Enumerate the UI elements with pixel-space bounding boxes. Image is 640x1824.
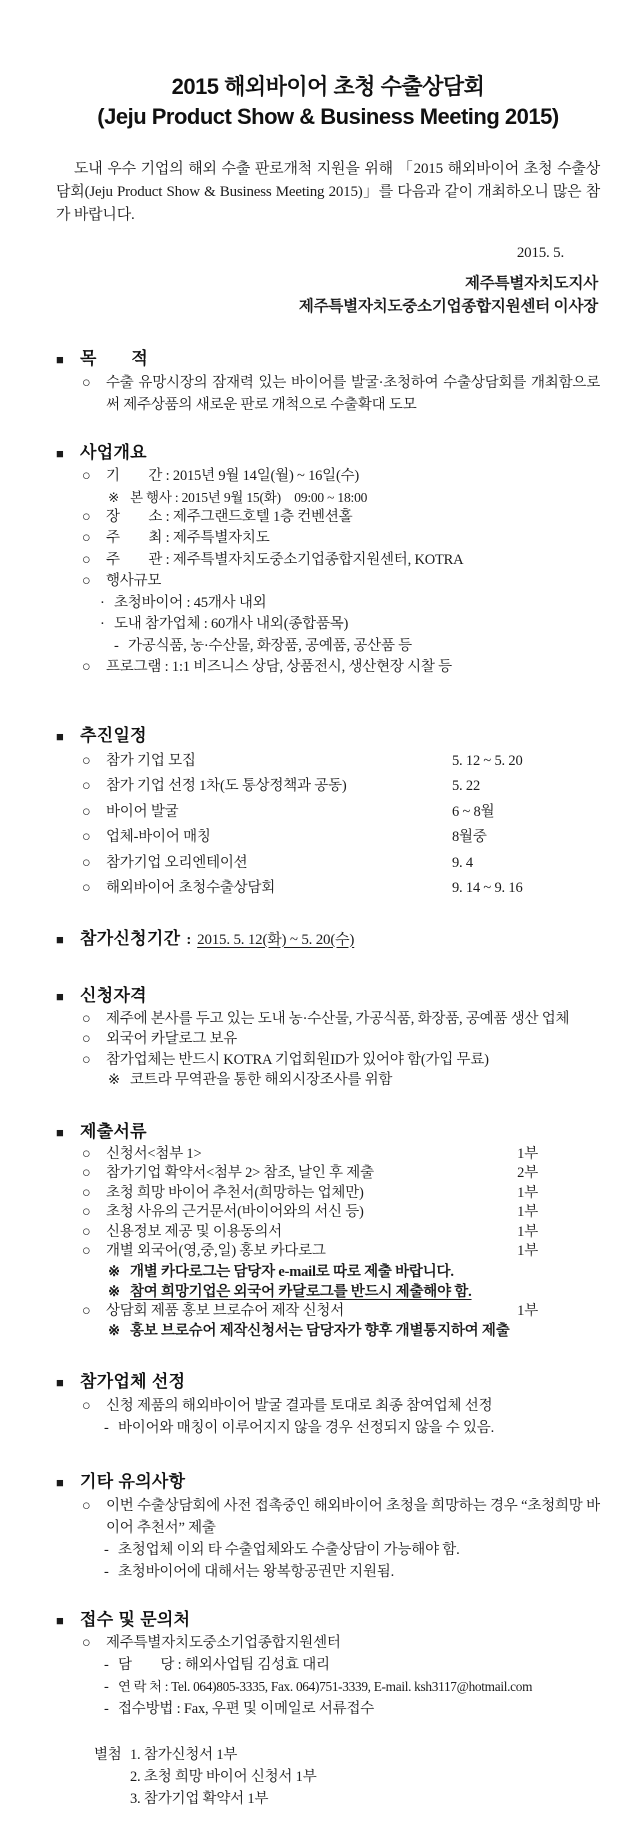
circle-bullet-icon: ○ (82, 752, 91, 769)
document-row (82, 1242, 600, 1262)
schedule-task: 업체-바이어 매칭 (106, 829, 211, 845)
circle-bullet-icon: ○ (82, 530, 91, 546)
attachments-block (94, 1744, 600, 1810)
note-text: 홍보 브로슈어 제작신청서는 담당자가 향후 개별통지하여 제출 (130, 1323, 510, 1339)
schedule-task: 해외바이어 초청수출상담회 (106, 880, 276, 896)
document-copies: 1부 (517, 1145, 538, 1162)
dash-bullet-icon: - (104, 1656, 109, 1673)
list-item-text: 참가업체는 반드시 KOTRA 기업회원ID가 있어야 함(가입 무료) (106, 1051, 489, 1068)
list-item (104, 1539, 600, 1561)
square-bullet-icon: ■ (56, 1613, 64, 1628)
circle-bullet-icon: ○ (82, 880, 91, 896)
colon-separator: : (186, 931, 192, 948)
square-bullet-icon: ■ (56, 988, 64, 1004)
schedule-date: 5. 12 ~ 5. 20 (452, 752, 523, 769)
list-item (100, 614, 600, 636)
square-bullet-icon: ■ (56, 446, 64, 461)
signatory-center-head: 제주특별자치도중소기업종합지원센터 이사장 (298, 298, 598, 315)
section-application-period (56, 924, 600, 949)
list-item (82, 1009, 600, 1030)
contact-phone-email: 연 락 처 : Tel. 064)805-3335, Fax. 064)751-3339, E-mail. ksh3117@hotmail.com (118, 1679, 533, 1694)
list-item-text: 가공식품, 농·수산물, 화장품, 공예품, 공산품 등 (128, 637, 412, 654)
list-item-text: 본 행사 : 2015년 9월 15(화) 09:00 ~ 18:00 (130, 489, 368, 505)
dash-bullet-icon: - (104, 1679, 109, 1695)
section-heading-text: 사업개요 (80, 443, 147, 462)
document-row (82, 1164, 600, 1184)
circle-bullet-icon: ○ (82, 1010, 91, 1027)
section-other-notes-heading (56, 1467, 600, 1492)
document-copies: 1부 (517, 1204, 538, 1220)
dot-bullet-icon: · (100, 594, 105, 611)
list-item (104, 1561, 600, 1583)
circle-bullet-icon: ○ (82, 829, 91, 845)
list-item (82, 571, 600, 593)
document-name: 초청 사유의 근거문서(바이어와의 서신 등) (106, 1204, 364, 1220)
attachments-list (130, 1744, 317, 1810)
document-copies: 1부 (517, 1243, 538, 1259)
schedule-row (82, 851, 600, 877)
schedule-row (82, 825, 600, 851)
intro-paragraph: 도내 우수 기업의 해외 수출 판로개척 지원을 위해 「2015 해외바이어 초청 수출상담회(Jeju Product Show & Business Meeting 2015)」를 다음과 같이 개최하오니 많은 참가 바랍니다. (56, 161, 600, 223)
document-copies: 1부 (517, 1184, 538, 1201)
document-note (108, 1321, 600, 1341)
schedule-date: 8월중 (452, 829, 487, 845)
list-item-text: 코트라 무역관을 통한 해외시장조사를 위함 (130, 1072, 393, 1088)
circle-bullet-icon: ○ (82, 375, 91, 391)
list-item (114, 636, 600, 658)
reference-mark-icon: ※ (108, 489, 120, 505)
list-item (108, 1070, 600, 1091)
application-period-value: 2015. 5. 12(화) ~ 5. 20(수) (197, 931, 355, 948)
list-item (82, 550, 600, 572)
schedule-row (82, 876, 600, 902)
schedule-row (82, 749, 600, 775)
attachment-item: 2. 초청 희망 바이어 신청서 1부 (130, 1769, 317, 1785)
list-item (104, 1417, 600, 1439)
list-item (82, 657, 600, 679)
section-heading-text: 접수 및 문의처 (80, 1610, 191, 1629)
schedule-row (82, 774, 600, 800)
contact-row (104, 1676, 600, 1699)
square-bullet-icon: ■ (56, 1475, 64, 1490)
square-bullet-icon: ■ (56, 1124, 64, 1140)
schedule-date: 5. 22 (452, 778, 481, 794)
document-row (82, 1223, 600, 1243)
list-item (82, 1495, 600, 1539)
square-bullet-icon: ■ (56, 931, 64, 947)
section-eligibility-heading (56, 981, 600, 1006)
section-overview-heading (56, 438, 600, 463)
list-item (82, 466, 600, 488)
circle-bullet-icon: ○ (82, 1204, 91, 1220)
list-item-text: 초청바이어에 대해서는 왕복항공권만 지원됨. (118, 1564, 395, 1580)
contact-method: 접수방법 : Fax, 우편 및 이메일로 서류접수 (118, 1700, 375, 1717)
contact-row (104, 1699, 600, 1721)
circle-bullet-icon: ○ (82, 803, 91, 820)
list-item-text: 주 관 : 제주특별자치도중소기업종합지원센터, KOTRA (106, 551, 464, 568)
list-item-text: 도내 참가업체 : 60개사 내외(종합품목) (114, 616, 349, 632)
contact-org (82, 1633, 600, 1655)
list-item (100, 593, 600, 615)
document-name: 상담회 제품 홍보 브로슈어 제작 신청서 (106, 1302, 345, 1319)
issue-date: 2015. 5. (516, 245, 564, 261)
section-heading-text: 추진일정 (80, 725, 147, 745)
list-item (108, 488, 600, 507)
list-item-text: 장 소 : 제주그랜드호텔 1층 컨벤션홀 (106, 508, 353, 525)
circle-bullet-icon: ○ (82, 1635, 91, 1651)
dash-bullet-icon: - (104, 1542, 109, 1558)
dot-bullet-icon: · (100, 616, 105, 632)
document-name: 참가기업 확약서<첨부 2> 참조, 날인 후 제출 (106, 1165, 374, 1181)
schedule-row (82, 800, 600, 826)
circle-bullet-icon: ○ (82, 659, 91, 675)
note-text: 개별 카다로그는 담당자 e-mail로 따로 제출 바랍니다. (130, 1263, 454, 1280)
schedule-task: 참가 기업 모집 (106, 752, 196, 769)
circle-bullet-icon: ○ (82, 1302, 91, 1319)
document-name: 신용정보 제공 및 이용동의서 (106, 1223, 282, 1240)
circle-bullet-icon: ○ (82, 1498, 91, 1514)
section-documents-heading (56, 1117, 600, 1142)
circle-bullet-icon: ○ (82, 573, 91, 589)
list-item-text: 기 간 : 2015년 9월 14일(월) ~ 16일(수) (106, 468, 360, 484)
title-line-2: (Jeju Product Show & Business Meeting 2015) (97, 104, 559, 129)
reference-mark-icon: ※ (108, 1263, 120, 1280)
title-line-1: 2015 해외바이어 초청 수출상담회 (171, 74, 485, 99)
circle-bullet-icon: ○ (82, 1145, 91, 1162)
reference-mark-icon: ※ (108, 1283, 120, 1300)
square-bullet-icon: ■ (56, 1375, 64, 1390)
document-name: 신청서<첨부 1> (106, 1145, 202, 1162)
section-heading-text: 제출서류 (80, 1121, 147, 1141)
contact-row (104, 1655, 600, 1677)
circle-bullet-icon: ○ (82, 508, 91, 525)
document-note (108, 1282, 600, 1302)
document-copies: 2부 (517, 1165, 538, 1181)
signature-block (56, 272, 600, 318)
list-item-text: 바이어와 매칭이 이루어지지 않을 경우 선정되지 않을 수 있음. (118, 1420, 494, 1436)
attachment-item: 1. 참가신청서 1부 (130, 1747, 238, 1763)
circle-bullet-icon: ○ (82, 1165, 91, 1181)
attachment-item: 3. 참가기업 확약서 1부 (130, 1791, 269, 1807)
schedule-date: 9. 14 ~ 9. 16 (452, 880, 523, 896)
page-title (56, 72, 600, 132)
document-row (82, 1145, 600, 1165)
list-item (82, 1050, 600, 1071)
section-heading-text: 기타 유의사항 (80, 1472, 186, 1491)
note-text: 참여 희망기업은 외국어 카달로그를 반드시 제출해야 함. (130, 1283, 472, 1300)
square-bullet-icon: ■ (56, 728, 64, 744)
list-item (82, 1029, 600, 1050)
section-schedule-heading (56, 721, 600, 746)
document-name: 개별 외국어(영,중,일) 홍보 카다로그 (106, 1243, 326, 1259)
attachments-label: 별첨 (94, 1747, 122, 1763)
list-item-text: 이번 수출상담회에 사전 접촉중인 해외바이어 초청을 희망하는 경우 “초청희망 바이어 추천서” 제출 (106, 1498, 600, 1536)
dash-bullet-icon: - (104, 1420, 109, 1436)
circle-bullet-icon: ○ (82, 1243, 91, 1259)
list-item-text: 행사규모 (106, 573, 162, 589)
section-heading-text: 목 적 (80, 349, 149, 368)
reference-mark-icon: ※ (108, 1323, 120, 1339)
circle-bullet-icon: ○ (82, 468, 91, 484)
schedule-date: 6 ~ 8월 (452, 803, 495, 820)
document-name: 초청 희망 바이어 추천서(희망하는 업체만) (106, 1184, 364, 1201)
circle-bullet-icon: ○ (82, 778, 91, 794)
list-item (82, 1395, 600, 1417)
circle-bullet-icon: ○ (82, 551, 91, 568)
dash-bullet-icon: - (104, 1564, 109, 1580)
contact-org-name: 제주특별자치도중소기업종합지원센터 (106, 1635, 341, 1651)
schedule-task: 바이어 발굴 (106, 803, 179, 820)
dash-bullet-icon: - (114, 637, 119, 654)
list-item-text: 수출 유망시장의 잠재력 있는 바이어를 발굴·초청하여 수출상담회를 개최함으로써 제주상품의 새로운 판로 개척으로 수출확대 도모 (106, 375, 600, 413)
circle-bullet-icon: ○ (82, 1031, 91, 1047)
document-row (82, 1184, 600, 1204)
schedule-task: 참가기업 오리엔테이션 (106, 854, 248, 871)
list-item-text: 초청바이어 : 45개사 내외 (114, 594, 267, 611)
document-row (82, 1203, 600, 1223)
section-heading-text: 참가업체 선정 (80, 1372, 186, 1391)
section-purpose-heading (56, 344, 600, 369)
square-bullet-icon: ■ (56, 352, 64, 367)
list-item (82, 372, 600, 416)
reference-mark-icon: ※ (108, 1072, 120, 1088)
list-item (82, 507, 600, 529)
circle-bullet-icon: ○ (82, 1051, 91, 1068)
section-contact-heading (56, 1605, 600, 1630)
document-row (82, 1302, 600, 1322)
list-item (82, 528, 600, 550)
contact-person: 담 당 : 해외사업팀 김성효 대리 (118, 1656, 330, 1673)
dash-bullet-icon: - (104, 1700, 109, 1717)
list-item-text: 주 최 : 제주특별자치도 (106, 530, 270, 546)
signatory-governor: 제주특별자치도지사 (465, 275, 598, 292)
circle-bullet-icon: ○ (82, 854, 91, 871)
list-item-text: 프로그램 : 1:1 비즈니스 상담, 상품전시, 생산현장 시찰 등 (106, 659, 452, 675)
circle-bullet-icon: ○ (82, 1184, 91, 1201)
circle-bullet-icon: ○ (82, 1223, 91, 1240)
section-selection-heading (56, 1367, 600, 1392)
document-note (108, 1262, 600, 1282)
list-item-text: 제주에 본사를 두고 있는 도내 농·수산물, 가공식품, 화장품, 공예품 생산 업체 (106, 1010, 570, 1027)
list-item-text: 외국어 카달로그 보유 (106, 1031, 238, 1047)
section-heading-text: 신청자격 (80, 985, 147, 1005)
schedule-date: 9. 4 (452, 854, 473, 871)
circle-bullet-icon: ○ (82, 1398, 91, 1414)
section-heading-text: 참가신청기간 (80, 928, 181, 948)
schedule-task: 참가 기업 선정 1차(도 통상정책과 공동) (106, 778, 347, 794)
document-copies: 1부 (517, 1223, 538, 1240)
document-copies: 1부 (517, 1302, 538, 1319)
list-item-text: 초청업체 이외 타 수출업체와도 수출상담이 가능해야 함. (118, 1542, 460, 1558)
list-item-text: 신청 제품의 해외바이어 발굴 결과를 토대로 최종 참여업체 선정 (106, 1398, 493, 1414)
